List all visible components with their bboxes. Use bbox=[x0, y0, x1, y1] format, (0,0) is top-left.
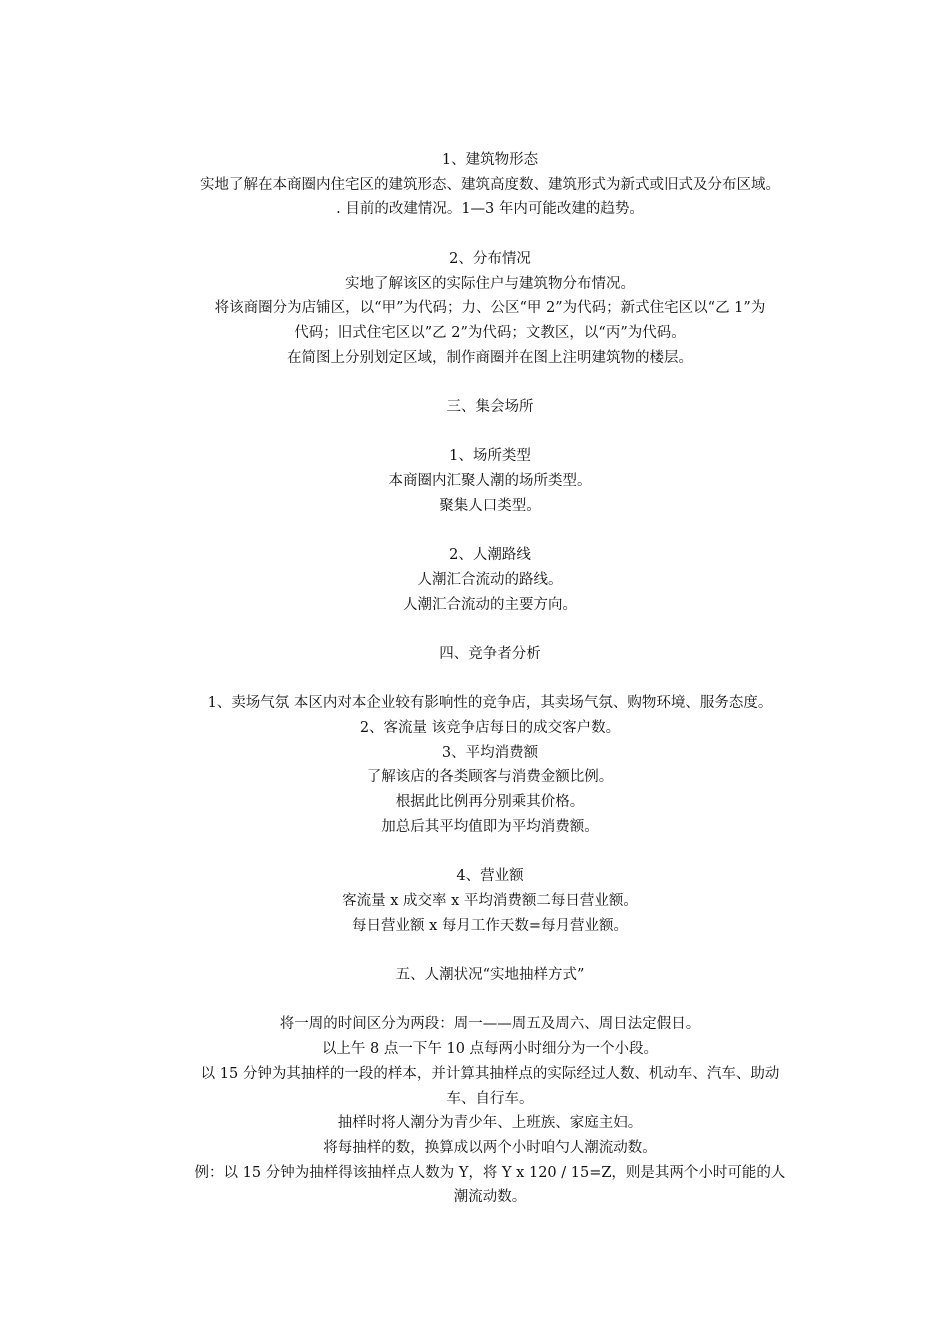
paragraph-line: 实地了解在本商圈内住宅区的建筑形态、建筑高度数、建筑形式为新式或旧式及分布区域。 bbox=[200, 176, 780, 193]
paragraph-line: 实地了解该区的实际住户与建筑物分布情况。 bbox=[345, 275, 635, 292]
paragraph-line: 以上午 8 点一下午 10 点每两小时细分为一个小段。 bbox=[321, 1041, 659, 1058]
paragraph-line: 1、卖场气氛 本区内对本企业较有影响性的竞争店，其卖场气氛、购物环境、服务态度。 bbox=[207, 695, 773, 712]
paragraph-line: . 目前的改建情况。1—3 年内可能改建的趋势。 bbox=[336, 201, 644, 218]
chapter-heading: 四、竞争者分析 bbox=[439, 645, 541, 662]
chapter-heading: 五、人潮状况“实地抽样方式” bbox=[395, 967, 585, 984]
paragraph-line: 以 15 分钟为其抽样的一段的样本，并计算其抽样点的实际经过人数、机动车、汽车、助动 bbox=[200, 1065, 780, 1082]
paragraph-line: 将该商圈分为店铺区，以“甲”为代码；力、公区“甲 2”为代码；新式住宅区以“乙 1”为 bbox=[214, 300, 766, 317]
blank-line bbox=[170, 420, 810, 445]
paragraph-line: 2、客流量 该竞争店每日的成交客户数。 bbox=[359, 720, 621, 737]
paragraph-line: 本商圈内汇聚人潮的场所类型。 bbox=[388, 473, 592, 490]
paragraph-line: 在简图上分别划定区域，制作商圈并在图上注明建筑物的楼层。 bbox=[287, 349, 693, 366]
blank-line bbox=[170, 938, 810, 963]
paragraph-line: 车、自行车。 bbox=[446, 1090, 534, 1107]
paragraph-line: 抽样时将人潮分为青少年、上班族、家庭主妇。 bbox=[337, 1115, 643, 1132]
paragraph-line: 人潮汇合流动的主要方向。 bbox=[403, 596, 577, 613]
paragraph-line: 将一周的时间区分为两段：周一——周五及周六、周日法定假日。 bbox=[279, 1016, 701, 1033]
paragraph-line: 将每抽样的数，换算成以两个小时咱勺人潮流动数。 bbox=[323, 1139, 657, 1156]
paragraph-line: 客流量 x 成交率 x 平均消费额二每日营业额。 bbox=[342, 892, 638, 909]
paragraph-line: 代码；旧式住宅区以”乙 2”为代码；文教区，以“丙”为代码。 bbox=[294, 324, 686, 341]
section-heading: 1、场所类型 bbox=[449, 448, 531, 465]
blank-line bbox=[170, 617, 810, 642]
chapter-heading: 三、集会场所 bbox=[446, 399, 534, 415]
section-heading: 2、人潮路线 bbox=[449, 547, 531, 564]
blank-line bbox=[170, 667, 810, 692]
paragraph-line: 聚集人口类型。 bbox=[439, 497, 541, 514]
blank-line bbox=[170, 988, 810, 1013]
section-heading: 2、分布情况 bbox=[449, 250, 531, 267]
paragraph-line: 每日营业额 x 每月工作天数=每月营业额。 bbox=[351, 917, 629, 934]
paragraph-line: 加总后其平均值即为平均消费额。 bbox=[381, 818, 599, 835]
section-heading: 3、平均消费额 bbox=[441, 744, 539, 761]
paragraph-line: 了解该店的各类顾客与消费金额比例。 bbox=[366, 769, 614, 786]
section-heading: 4、营业额 bbox=[456, 868, 524, 885]
paragraph-line: 人潮汇合流动的路线。 bbox=[417, 571, 563, 588]
paragraph-line: 潮流动数。 bbox=[453, 1189, 527, 1206]
blank-line bbox=[170, 519, 810, 544]
blank-line bbox=[170, 840, 810, 865]
document-body bbox=[170, 148, 810, 1210]
paragraph-line: 根据此比例再分别乘其价格。 bbox=[395, 794, 585, 811]
section-heading: 1、建筑物形态 bbox=[441, 152, 539, 168]
blank-line bbox=[170, 370, 810, 395]
blank-line bbox=[170, 222, 810, 247]
paragraph-line: 例：以 15 分钟为抽样得该抽样点人数为 Y，将 Y x 120 / 15=Z，则是其两个小时可能的人 bbox=[194, 1164, 786, 1181]
